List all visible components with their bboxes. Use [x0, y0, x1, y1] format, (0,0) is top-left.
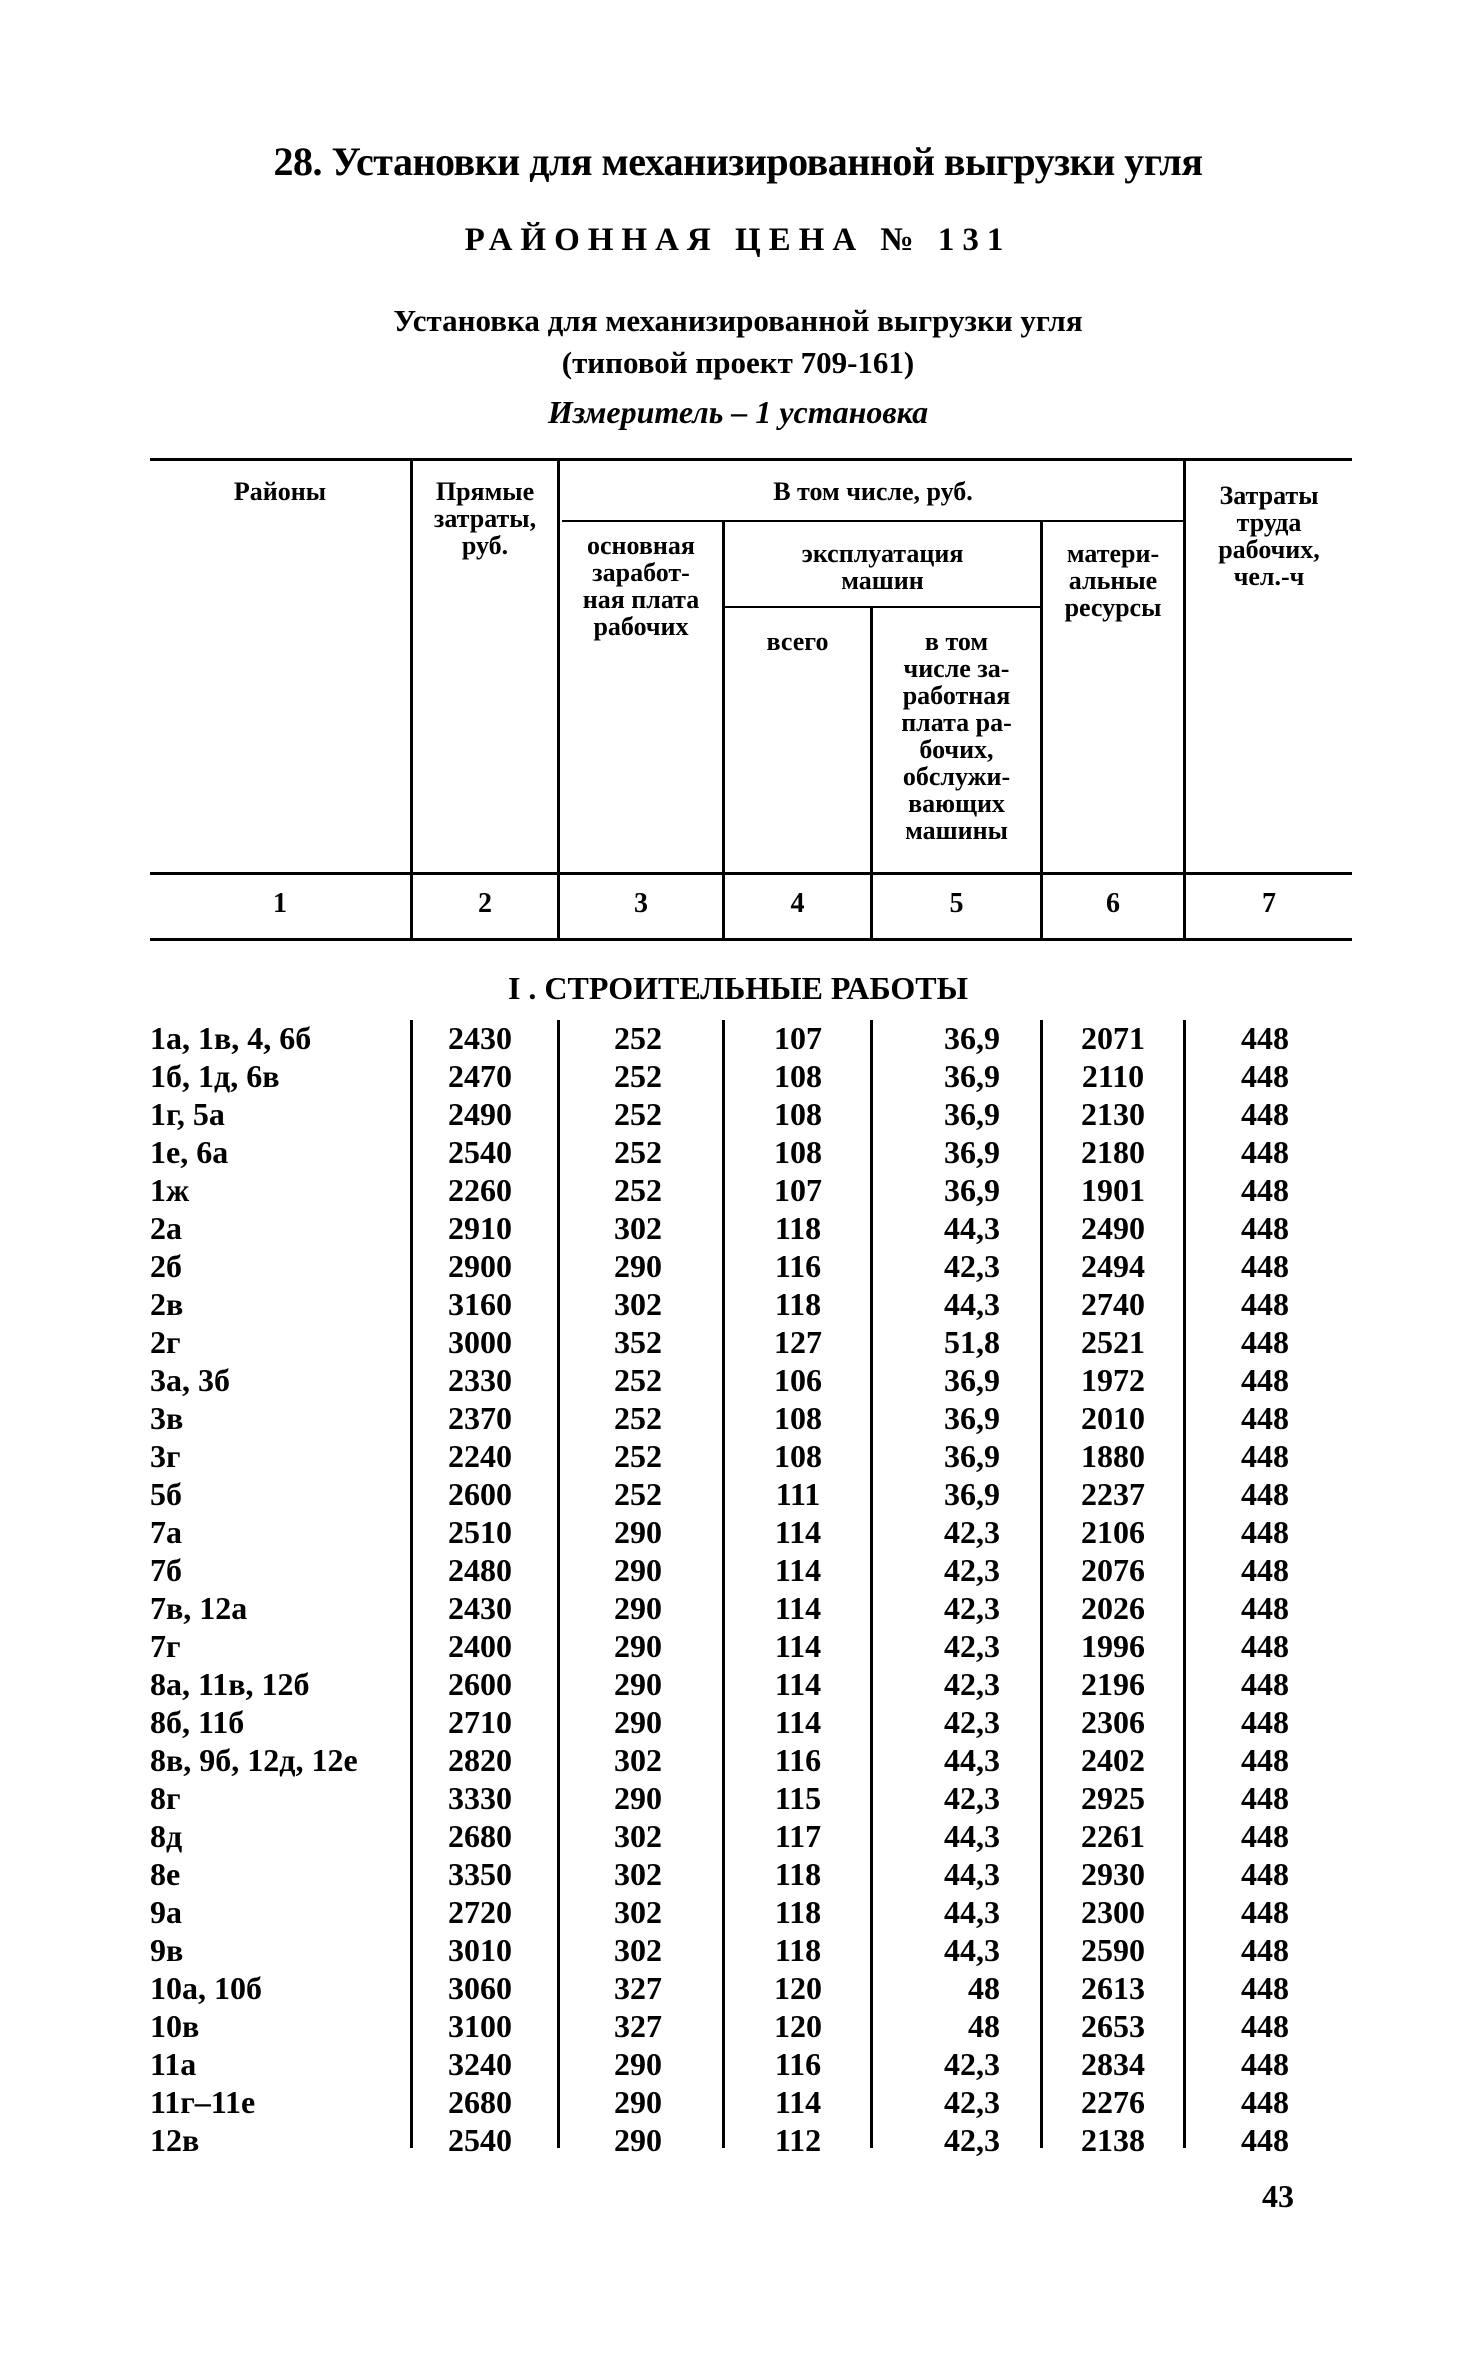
- materials-cell: 2196: [1081, 1666, 1145, 1702]
- materials-cell: 2494: [1081, 1248, 1145, 1284]
- direct-costs-cell: 2900: [448, 1248, 512, 1284]
- direct-costs-cell: 2470: [448, 1058, 512, 1094]
- base-wage-cell: 290: [614, 1666, 662, 1702]
- machine-total-cell: 116: [774, 1742, 822, 1778]
- table-row: [0, 1513, 1476, 1551]
- direct-costs-cell: 2600: [448, 1666, 512, 1702]
- table-row: [0, 2121, 1476, 2159]
- direct-costs-cell: 2370: [448, 1400, 512, 1436]
- materials-cell: 2261: [1081, 1818, 1145, 1854]
- direct-costs-cell: 3350: [448, 1856, 512, 1892]
- header-incl-wage-line: работная: [902, 681, 1011, 710]
- labor-cell: 448: [1241, 1362, 1289, 1398]
- materials-cell: 2300: [1081, 1894, 1145, 1930]
- base-wage-cell: 352: [614, 1324, 662, 1360]
- machine-total-cell: 107: [774, 1172, 822, 1208]
- region-cell: 12в: [150, 2122, 200, 2158]
- labor-cell: 448: [1241, 1818, 1289, 1854]
- direct-costs-cell: 3060: [448, 1970, 512, 2006]
- machine-total-cell: 108: [774, 1058, 822, 1094]
- materials-cell: 2106: [1081, 1514, 1145, 1550]
- labor-cell: 448: [1241, 1552, 1289, 1588]
- labor-cell: 448: [1241, 1894, 1289, 1930]
- labor-cell: 448: [1241, 1058, 1289, 1094]
- table-row: [0, 1589, 1476, 1627]
- machine-total-cell: 114: [774, 2084, 822, 2120]
- table-row: [0, 1247, 1476, 1285]
- column-number: 1: [273, 888, 287, 919]
- direct-costs-cell: 2490: [448, 1096, 512, 1132]
- base-wage-cell: 302: [614, 1742, 662, 1778]
- table-row: [0, 1703, 1476, 1741]
- machine-total-cell: 108: [774, 1096, 822, 1132]
- labor-cell: 448: [1241, 1666, 1289, 1702]
- labor-cell: 448: [1241, 1286, 1289, 1322]
- machine-total-cell: 114: [774, 1590, 822, 1626]
- labor-cell: 448: [1241, 1134, 1289, 1170]
- materials-cell: 2925: [1081, 1780, 1145, 1816]
- machine-total-cell: 114: [774, 1552, 822, 1588]
- machine-wage-cell: 36,9: [944, 1362, 1000, 1398]
- table-row: [0, 1095, 1476, 1133]
- machine-total-cell: 118: [774, 1932, 822, 1968]
- materials-cell: 1972: [1081, 1362, 1145, 1398]
- direct-costs-cell: 2540: [448, 1134, 512, 1170]
- machine-total-cell: 111: [775, 1476, 821, 1512]
- region-cell: 9а: [150, 1894, 182, 1930]
- header-machine-line: эксплуатация: [801, 539, 964, 568]
- table-row: [0, 1893, 1476, 1931]
- header-base-wage: [560, 532, 722, 640]
- base-wage-cell: 302: [614, 1286, 662, 1322]
- materials-cell: 2834: [1081, 2046, 1145, 2082]
- header-bottom-rule: [150, 872, 1352, 875]
- base-wage-cell: 302: [614, 1856, 662, 1892]
- header-direct-costs-line: руб.: [461, 531, 509, 560]
- region-cell: 7г: [150, 1628, 181, 1664]
- table-row: [0, 1133, 1476, 1171]
- direct-costs-cell: 2480: [448, 1552, 512, 1588]
- section-title: 28. Установки для механизированной выгрузки угля: [273, 139, 1203, 184]
- direct-costs-cell: 2720: [448, 1894, 512, 1930]
- materials-cell: 2930: [1081, 1856, 1145, 1892]
- header-incl-wage-line: бочих,: [919, 735, 994, 764]
- table-row: [0, 1817, 1476, 1855]
- direct-costs-cell: 2510: [448, 1514, 512, 1550]
- base-wage-cell: 327: [614, 2008, 662, 2044]
- header-direct-costs: [413, 478, 557, 559]
- direct-costs-cell: 2260: [448, 1172, 512, 1208]
- region-cell: 2б: [150, 1248, 182, 1284]
- header-total: всего: [766, 627, 829, 656]
- materials-cell: 2180: [1081, 1134, 1145, 1170]
- materials-cell: 2402: [1081, 1742, 1145, 1778]
- machine-wage-cell: 44,3: [944, 1210, 1000, 1246]
- direct-costs-cell: 2400: [448, 1628, 512, 1664]
- region-cell: 2а: [150, 1210, 182, 1246]
- base-wage-cell: 252: [614, 1096, 662, 1132]
- machine-wage-cell: 51,8: [944, 1324, 1000, 1360]
- machine-wage-cell: 42,3: [944, 1248, 1000, 1284]
- table-row: [0, 1057, 1476, 1095]
- region-cell: 3г: [150, 1438, 181, 1474]
- column-number: 6: [1106, 888, 1120, 919]
- region-cell: 2в: [150, 1286, 184, 1322]
- machine-wage-cell: 36,9: [944, 1020, 1000, 1056]
- header-materials-line: матери-: [1066, 539, 1160, 568]
- machine-total-cell: 108: [774, 1400, 822, 1436]
- header-incl-wage-line: обслужи-: [902, 762, 1011, 791]
- labor-cell: 448: [1241, 1628, 1289, 1664]
- machine-wage-cell: 42,3: [944, 2122, 1000, 2158]
- base-wage-cell: 302: [614, 1210, 662, 1246]
- region-cell: 3в: [150, 1400, 184, 1436]
- materials-cell: 2740: [1081, 1286, 1145, 1322]
- base-wage-cell: 290: [614, 1590, 662, 1626]
- header-labor-line: чел.-ч: [1233, 562, 1305, 591]
- machine-total-cell: 108: [774, 1438, 822, 1474]
- region-cell: 11а: [150, 2046, 197, 2082]
- machine-wage-cell: 42,3: [944, 1552, 1000, 1588]
- labor-cell: 448: [1241, 2084, 1289, 2120]
- materials-cell: 2110: [1081, 1058, 1145, 1094]
- header-machine-operation: [725, 540, 1040, 594]
- base-wage-cell: 252: [614, 1172, 662, 1208]
- labor-cell: 448: [1241, 1856, 1289, 1892]
- machine-total-cell: 114: [774, 1628, 822, 1664]
- column-number: 4: [790, 888, 805, 919]
- header-base-wage-line: ная плата: [582, 585, 700, 614]
- labor-cell: 448: [1241, 1400, 1289, 1436]
- region-cell: 2г: [150, 1324, 181, 1360]
- header-labor-line: труда: [1236, 508, 1302, 537]
- region-cell: 3а, 3б: [150, 1362, 230, 1398]
- base-wage-cell: 252: [614, 1020, 662, 1056]
- machine-wage-cell: 48: [968, 2008, 1000, 2044]
- machine-total-cell: 114: [774, 1514, 822, 1550]
- machine-wage-cell: 36,9: [944, 1438, 1000, 1474]
- labor-cell: 448: [1241, 1172, 1289, 1208]
- machine-wage-cell: 48: [968, 1970, 1000, 2006]
- installation-line-1: Установка для механизированной выгрузки угля: [393, 303, 1083, 338]
- machine-wage-cell: 44,3: [944, 1286, 1000, 1322]
- direct-costs-cell: 3240: [448, 2046, 512, 2082]
- installation-line-2: (типовой проект 709-161): [561, 345, 915, 380]
- direct-costs-cell: 3000: [448, 1324, 512, 1360]
- machine-total-cell: 120: [774, 2008, 822, 2044]
- machine-total-cell: 120: [774, 1970, 822, 2006]
- price-subtitle: РАЙОННАЯ ЦЕНА № 131: [464, 222, 1012, 258]
- materials-cell: 2590: [1081, 1932, 1145, 1968]
- table-row: [0, 1399, 1476, 1437]
- machine-total-cell: 127: [774, 1324, 822, 1360]
- labor-cell: 448: [1241, 1514, 1289, 1550]
- labor-cell: 448: [1241, 2008, 1289, 2044]
- table-row: [0, 1171, 1476, 1209]
- table-row: [0, 1209, 1476, 1247]
- region-cell: 7б: [150, 1552, 182, 1588]
- machine-total-cell: 106: [774, 1362, 822, 1398]
- table-row: [0, 1665, 1476, 1703]
- column-number: 5: [949, 888, 964, 919]
- region-cell: 7а: [150, 1514, 182, 1550]
- direct-costs-cell: 2430: [448, 1590, 512, 1626]
- region-cell: 8б, 11б: [150, 1704, 245, 1740]
- machine-total-cell: 118: [774, 1286, 822, 1322]
- region-cell: 7в, 12а: [150, 1590, 248, 1626]
- machine-total-cell: 116: [774, 2046, 822, 2082]
- base-wage-cell: 252: [614, 1476, 662, 1512]
- direct-costs-cell: 2330: [448, 1362, 512, 1398]
- base-wage-cell: 302: [614, 1894, 662, 1930]
- machine-wage-cell: 36,9: [944, 1476, 1000, 1512]
- machine-wage-cell: 36,9: [944, 1134, 1000, 1170]
- region-cell: 8д: [150, 1818, 183, 1854]
- header-machine-line: машин: [841, 566, 924, 595]
- table-row: [0, 1323, 1476, 1361]
- machine-total-cell: 118: [774, 1894, 822, 1930]
- labor-cell: 448: [1241, 1476, 1289, 1512]
- header-incl-wage-line: числе за-: [903, 654, 1010, 683]
- region-cell: 8г: [150, 1780, 181, 1816]
- table-top-rule: [150, 458, 1352, 461]
- labor-cell: 448: [1241, 1704, 1289, 1740]
- materials-cell: 1901: [1081, 1172, 1145, 1208]
- materials-cell: 1996: [1081, 1628, 1145, 1664]
- materials-cell: 1880: [1081, 1438, 1145, 1474]
- table-row: [0, 1475, 1476, 1513]
- machine-wage-cell: 42,3: [944, 1590, 1000, 1626]
- machine-wage-cell: 36,9: [944, 1172, 1000, 1208]
- base-wage-cell: 290: [614, 1248, 662, 1284]
- region-cell: 8а, 11в, 12б: [150, 1666, 310, 1702]
- header-regions: Районы: [233, 477, 327, 506]
- table-row: [0, 2007, 1476, 2045]
- table-row: [0, 1855, 1476, 1893]
- region-cell: 1ж: [150, 1172, 190, 1208]
- materials-cell: 2306: [1081, 1704, 1145, 1740]
- header-divider: [557, 458, 560, 938]
- header-base-wage-line: рабочих: [593, 612, 689, 641]
- region-cell: 1г, 5а: [150, 1096, 225, 1132]
- base-wage-cell: 252: [614, 1400, 662, 1436]
- machine-wage-cell: 42,3: [944, 2084, 1000, 2120]
- direct-costs-cell: 2710: [448, 1704, 512, 1740]
- labor-cell: 448: [1241, 1590, 1289, 1626]
- region-cell: 9в: [150, 1932, 184, 1968]
- direct-costs-cell: 2540: [448, 2122, 512, 2158]
- header-incl-wage-line: в том: [924, 627, 989, 656]
- section-heading: I . СТРОИТЕЛЬНЫЕ РАБОТЫ: [507, 970, 969, 1006]
- materials-cell: 2653: [1081, 2008, 1145, 2044]
- machine-wage-cell: 44,3: [944, 1894, 1000, 1930]
- table-row: [0, 1969, 1476, 2007]
- materials-cell: 2076: [1081, 1552, 1145, 1588]
- direct-costs-cell: 2240: [448, 1438, 512, 1474]
- table-row: [0, 1285, 1476, 1323]
- labor-cell: 448: [1241, 1324, 1289, 1360]
- direct-costs-cell: 2820: [448, 1742, 512, 1778]
- column-number: 7: [1262, 888, 1276, 919]
- machine-total-cell: 116: [774, 1248, 822, 1284]
- header-base-wage-line: основная: [587, 531, 695, 560]
- labor-cell: 448: [1241, 1742, 1289, 1778]
- materials-cell: 2130: [1081, 1096, 1145, 1132]
- machine-total-cell: 114: [774, 1704, 822, 1740]
- base-wage-cell: 290: [614, 2046, 662, 2082]
- table-row: [0, 1361, 1476, 1399]
- direct-costs-cell: 2910: [448, 1210, 512, 1246]
- table-row: [0, 1779, 1476, 1817]
- materials-cell: 2138: [1081, 2122, 1145, 2158]
- materials-cell: 2276: [1081, 2084, 1145, 2120]
- labor-cell: 448: [1241, 1932, 1289, 1968]
- base-wage-cell: 252: [614, 1362, 662, 1398]
- header-base-wage-line: заработ-: [592, 558, 690, 587]
- machine-total-cell: 107: [774, 1020, 822, 1056]
- machine-wage-cell: 36,9: [944, 1058, 1000, 1094]
- labor-cell: 448: [1241, 1780, 1289, 1816]
- base-wage-cell: 290: [614, 1552, 662, 1588]
- page-number: 43: [1262, 2178, 1294, 2214]
- labor-cell: 448: [1241, 2046, 1289, 2082]
- table-row: [0, 1627, 1476, 1665]
- machine-wage-cell: 42,3: [944, 1514, 1000, 1550]
- machine-total-cell: 117: [774, 1818, 822, 1854]
- header-materials: [1043, 540, 1183, 621]
- table-row: [0, 1019, 1476, 1057]
- base-wage-cell: 290: [614, 1780, 662, 1816]
- region-cell: 1а, 1в, 4, 6б: [150, 1020, 312, 1056]
- region-cell: 8е: [150, 1856, 181, 1892]
- installation-name: [0, 300, 1476, 384]
- table-body: [0, 1019, 1476, 2159]
- header-incl-wage-line: вающих: [908, 789, 1005, 818]
- base-wage-cell: 290: [614, 1514, 662, 1550]
- region-cell: 10а, 10б: [150, 1970, 262, 2006]
- table-row: [0, 2045, 1476, 2083]
- region-cell: 1е, 6а: [150, 1134, 229, 1170]
- materials-cell: 2521: [1081, 1324, 1145, 1360]
- direct-costs-cell: 3160: [448, 1286, 512, 1322]
- machine-total-cell: 118: [774, 1856, 822, 1892]
- base-wage-cell: 290: [614, 1704, 662, 1740]
- direct-costs-cell: 2430: [448, 1020, 512, 1056]
- header-incl-wage: [873, 628, 1040, 844]
- base-wage-cell: 290: [614, 2122, 662, 2158]
- machine-wage-cell: 44,3: [944, 1818, 1000, 1854]
- machine-wage-cell: 42,3: [944, 1704, 1000, 1740]
- column-number: 2: [478, 888, 492, 919]
- labor-cell: 448: [1241, 1248, 1289, 1284]
- header-labor: [1186, 482, 1352, 590]
- direct-costs-cell: 3010: [448, 1932, 512, 1968]
- machine-total-cell: 115: [774, 1780, 822, 1816]
- base-wage-cell: 252: [614, 1438, 662, 1474]
- direct-costs-cell: 3330: [448, 1780, 512, 1816]
- machine-wage-cell: 42,3: [944, 2046, 1000, 2082]
- materials-cell: 2026: [1081, 1590, 1145, 1626]
- machine-wage-cell: 44,3: [944, 1742, 1000, 1778]
- materials-cell: 2010: [1081, 1400, 1145, 1436]
- direct-costs-cell: 2680: [448, 2084, 512, 2120]
- materials-cell: 2237: [1081, 1476, 1145, 1512]
- header-materials-line: альные: [1068, 566, 1158, 595]
- header-labor-line: Затраты: [1219, 481, 1319, 510]
- table-row: [0, 1931, 1476, 1969]
- machine-total-cell: 118: [774, 1210, 822, 1246]
- base-wage-cell: 290: [614, 1628, 662, 1664]
- region-cell: 10в: [150, 2008, 200, 2044]
- header-rule-machines: [722, 606, 1040, 608]
- labor-cell: 448: [1241, 1020, 1289, 1056]
- machine-total-cell: 112: [774, 2122, 822, 2158]
- machine-wage-cell: 42,3: [944, 1628, 1000, 1664]
- column-number: 3: [634, 888, 648, 919]
- base-wage-cell: 302: [614, 1932, 662, 1968]
- measure-unit: Измеритель – 1 установка: [547, 394, 929, 430]
- base-wage-cell: 327: [614, 1970, 662, 2006]
- region-cell: 11г–11е: [150, 2084, 256, 2120]
- machine-wage-cell: 42,3: [944, 1666, 1000, 1702]
- header-materials-line: ресурсы: [1064, 593, 1162, 622]
- header-incl-wage-line: машины: [905, 816, 1008, 845]
- labor-cell: 448: [1241, 1096, 1289, 1132]
- table-row: [0, 1551, 1476, 1589]
- base-wage-cell: 252: [614, 1134, 662, 1170]
- region-cell: 8в, 9б, 12д, 12е: [150, 1742, 358, 1778]
- base-wage-cell: 252: [614, 1058, 662, 1094]
- machine-wage-cell: 44,3: [944, 1856, 1000, 1892]
- machine-wage-cell: 36,9: [944, 1096, 1000, 1132]
- direct-costs-cell: 3100: [448, 2008, 512, 2044]
- machine-wage-cell: 42,3: [944, 1780, 1000, 1816]
- colnum-bottom-rule: [150, 938, 1352, 941]
- direct-costs-cell: 2680: [448, 1818, 512, 1854]
- labor-cell: 448: [1241, 1970, 1289, 2006]
- labor-cell: 448: [1241, 2122, 1289, 2158]
- header-including: В том числе, руб.: [773, 477, 973, 506]
- machine-total-cell: 108: [774, 1134, 822, 1170]
- table-row: [0, 1741, 1476, 1779]
- header-rule-included: [562, 520, 1186, 522]
- machine-wage-cell: 36,9: [944, 1400, 1000, 1436]
- base-wage-cell: 290: [614, 2084, 662, 2120]
- machine-total-cell: 114: [774, 1666, 822, 1702]
- direct-costs-cell: 2600: [448, 1476, 512, 1512]
- materials-cell: 2071: [1081, 1020, 1145, 1056]
- materials-cell: 2490: [1081, 1210, 1145, 1246]
- base-wage-cell: 302: [614, 1818, 662, 1854]
- labor-cell: 448: [1241, 1438, 1289, 1474]
- region-cell: 5б: [150, 1476, 182, 1512]
- header-direct-costs-line: затраты,: [433, 504, 537, 533]
- header-incl-wage-line: плата ра-: [901, 708, 1012, 737]
- table-row: [0, 2083, 1476, 2121]
- machine-wage-cell: 44,3: [944, 1932, 1000, 1968]
- header-labor-line: рабочих,: [1218, 535, 1320, 564]
- materials-cell: 2613: [1081, 1970, 1145, 2006]
- header-direct-costs-line: Прямые: [435, 477, 535, 506]
- table-row: [0, 1437, 1476, 1475]
- labor-cell: 448: [1241, 1210, 1289, 1246]
- region-cell: 1б, 1д, 6в: [150, 1058, 280, 1094]
